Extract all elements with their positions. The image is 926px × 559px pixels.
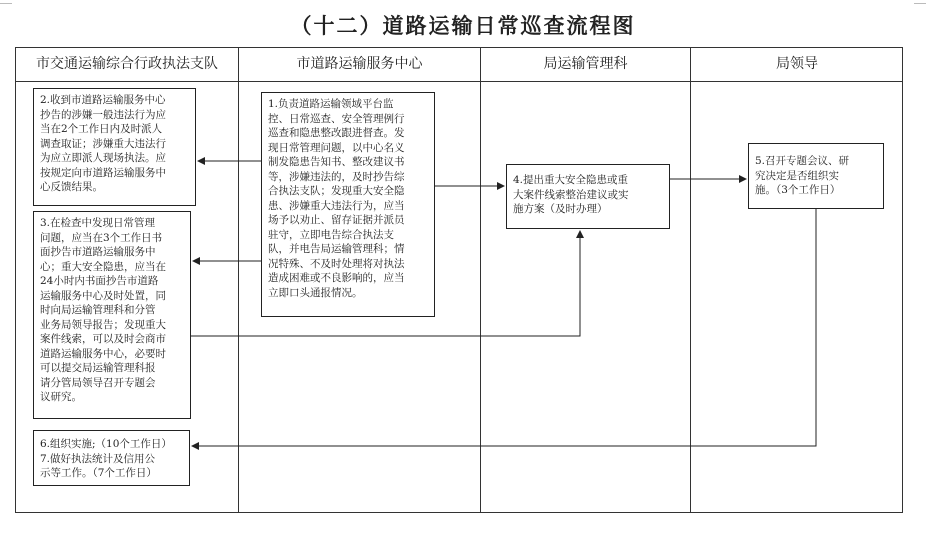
step-5-box: 5.召开专题会议、研 究决定是否组织实 施。（3个工作日） — [748, 143, 884, 209]
lane-header-enforcement-team: 市交通运输综合行政执法支队 — [36, 56, 218, 72]
step-4-box: 4.提出重大安全隐患或重 大案件线索整治建议或实 施方案（及时办理） — [506, 164, 670, 229]
step-2-box: 2.收到市道路运输服务中心 抄告的涉嫌一般违法行为应 当在2个工作日内及时派人 调查取证；涉嫌重大违法行 为应立即派人现场执法。应 按规定向市道路运输服务中 心反馈结果。 — [33, 88, 196, 206]
arrow-step5-to-step6 — [192, 209, 816, 446]
arrow-step3-to-step4 — [191, 231, 580, 336]
step-1-box: 1.负责道路运输领域平台监 控、日常巡查、安全管理例行 巡查和隐患整改跟进督查。发 现日常管理问题，以中心名义 制发隐患告知书、整改建议书 等，涉嫌违法的，及时抄告综 合执法支队；发现重大安全隐 患、涉嫌重大违法行为，应当 场予以劝止、留存证据并派员 驻守，立即电告综合执法支 队，并电告局运输管理科；情 况特殊、不及时处理将对执法 造成困难或不良影响的，应当 立即口头通报情况。 — [261, 92, 435, 317]
lane-header-transport-service-center: 市道路运输服务中心 — [296, 56, 423, 72]
page-title: （十二）道路运输日常巡查流程图 — [290, 13, 636, 38]
step-6-7-box: 6.组织实施;（10个工作日） 7.做好执法统计及信用公 示等工作。（7个工作日） — [33, 430, 190, 486]
lane-header-transport-management-section: 局运输管理科 — [543, 56, 628, 72]
step-3-box: 3.在检查中发现日常管理 问题，应当在3个工作日书 面抄告市道路运输服务中 心；重大安全隐患，应当在 24小时内书面抄告市道路 运输服务中心及时处置，同 时向局运输管理科和分管 业务局领导报告；发现重大 案件线索，可以及时会商市 道路运输服务中心，必要时 可以提交局运输管理科报 请分管局领导召开专题会 议研究。 — [33, 211, 191, 419]
lane-header-bureau-leadership: 局领导 — [776, 56, 818, 72]
